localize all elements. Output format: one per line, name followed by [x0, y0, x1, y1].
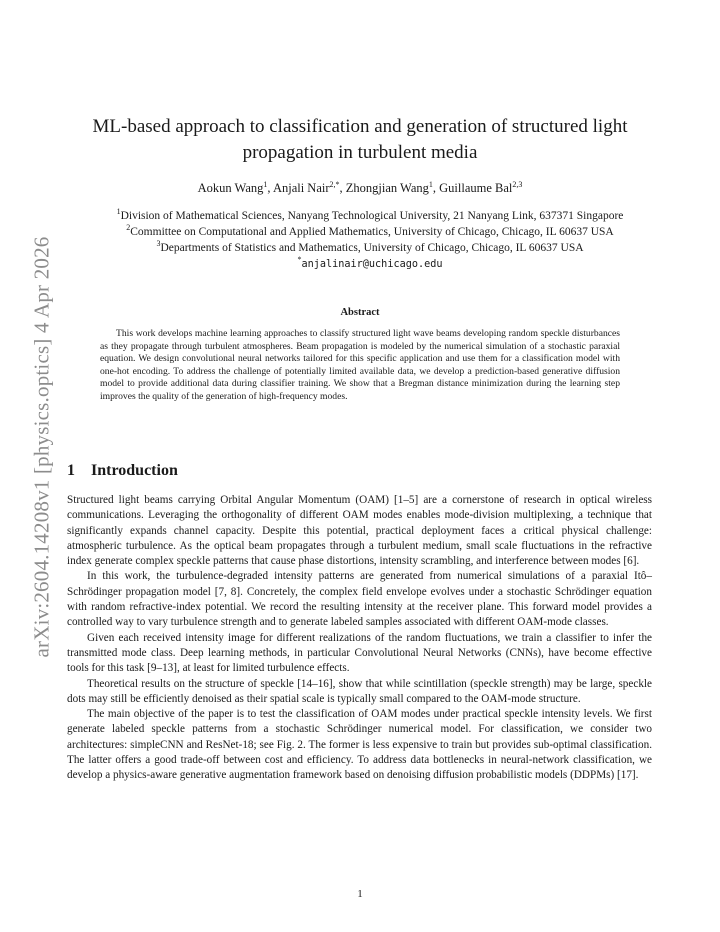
page-number: 1 — [357, 888, 363, 900]
affiliation-line: $^3$Departments of Statistics and Mathematics, University of Chicago, Chicago, IL 60637 USA — [156, 239, 584, 254]
paragraph: Given each received intensity image for different realizations of the random fluctuations, we train a classifier to infer the transmitted mode class. Deep learning methods, in particular Convolutional Neural Networks (CNNs), have become effective tools for this task [9–13], at least for limited turbulence effects. — [67, 631, 652, 675]
author: Guillaume Bal$^{2,3}$ — [439, 179, 523, 195]
author: Aokun Wang$^1$, — [197, 179, 273, 195]
section-number: 1 — [67, 462, 75, 479]
paragraph: Theoretical results on the structure of speckle [14–16], show that while scintillation (speckle strength) may be large, speckle dots may still be efficiently denoised as their spatial scale is typically small compared to the OAM-mode structure. — [67, 677, 652, 705]
affiliations — [50, 208, 690, 273]
section-title: Introduction — [91, 462, 178, 479]
section-heading — [67, 462, 178, 480]
corresponding-email[interactable]: *anjalinair@uchicago.edu — [297, 255, 443, 270]
author: Anjali Nair$^{2,*}$, — [272, 179, 346, 195]
author: Zhongjian Wang$^1$, — [345, 179, 440, 195]
paragraph: Structured light beams carrying Orbital Angular Momentum (OAM) [1–5] are a cornerstone of research in optical wireless communications. Leveraging the orthogonality of different OAM modes enables mode-division multiplexing, a technique that significantly expands channel capacity. Despite this potential, practical deployment faces a critical physical challenge: atmospheric turbulence. As the optical beam propagates through a turbulent medium, small scale fluctuations in the refractive index generate complex speckle patterns that cause phase distortions, intensity scrambling, and interference between modes [6]. — [67, 494, 652, 568]
affiliation-line: $^2$Committee on Computational and Applied Mathematics, University of Chicago, Chicago, IL 60637 USA — [126, 223, 614, 238]
arxiv-id-text: arXiv:2604.14208v1 [physics.optics] 4 Apr 2026 — [29, 236, 54, 658]
body-text — [67, 493, 652, 784]
abstract-text: This work develops machine learning approaches to classify structured light wave beams developing random speckle disturbances as they propagate through turbulent atmospheres. Beam propagation is modeled by the numerical simulation of a stochastic paraxial equation. We design convolutional neural networks tailored for this specific application and use them for a classification model with one-hot encoding. To address the challenge of potentially limited available data, we develop a prediction-based generative diffusion model to provide additional data during classifier training. We show that a Bregman distance minimization during the learning step improves the quality of the generation of high-frequency modes. — [100, 328, 620, 402]
paper-title: ML-based approach to classification and generation of structured light propagation in turbulent media — [92, 116, 628, 163]
paragraph: The main objective of the paper is to test the classification of OAM modes under practical speckle intensity levels. We first generate labeled speckle patterns from a stochastic Schrödinger numerical model. For classification, we consider two architectures: simpleCNN and ResNet-18; see Fig. 2. The former is less expensive to train but provides sub-optimal classification. The latter offers a good trade-off between cost and efficiency. To address data bottlenecks in neural-network classification, we develop a physics-aware generative augmentation framework based on denoising diffusion probabilistic models (DDPMs) [17]. — [67, 708, 652, 782]
affiliation-line: $^1$Division of Mathematical Sciences, Nanyang Technological University, 21 Nanyang Link, 637371 Singapore — [116, 207, 624, 222]
author-list — [60, 181, 660, 196]
abstract-heading: Abstract — [340, 307, 380, 318]
paragraph: In this work, the turbulence-degraded intensity patterns are generated from numerical simulations of a paraxial Itô–Schrödinger propagation model [7, 8]. Concretely, the complex field envelope evolves under a stochastic Schrödinger equation with random refractive-index potential. We record the resulting intensity at the receiver plane. This forward model provides a controlled way to vary turbulence strength and to generate labeled samples associated with different OAM-mode classes. — [67, 570, 652, 629]
